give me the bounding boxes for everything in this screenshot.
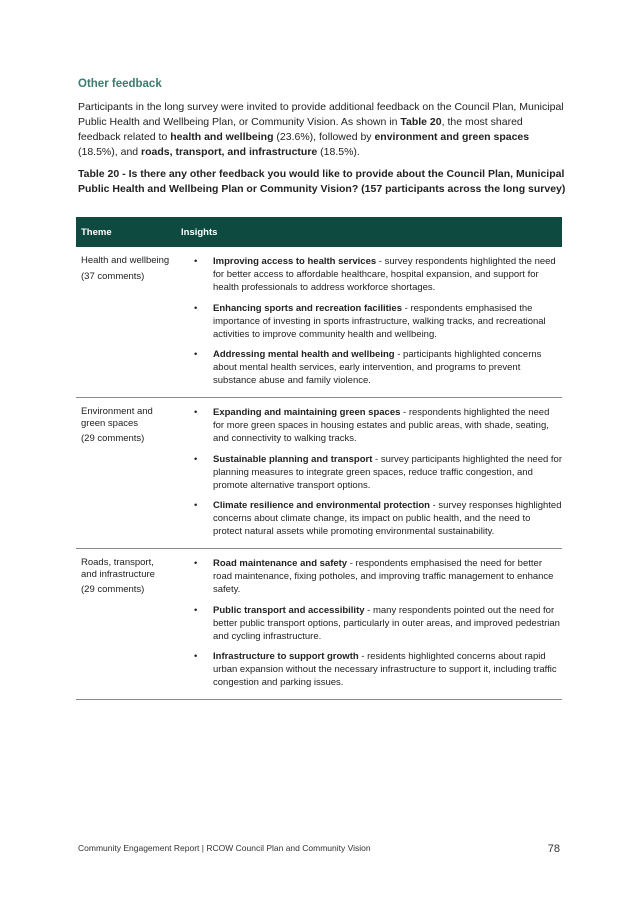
- header-insights: Insights: [176, 217, 562, 247]
- intro-text: (23.6%), followed by: [273, 131, 375, 143]
- table-caption: Table 20 - Is there any other feedback you would like to provide about the Council Plan, Municipal Public Health and Wellbeing Plan or Community Vision? (157 participants across the long survey): [78, 168, 566, 195]
- insight-title: Enhancing sports and recreation facilities: [213, 302, 402, 314]
- theme-name: Health and wellbeing: [81, 255, 170, 266]
- insight-title: Infrastructure to support growth: [213, 651, 359, 662]
- insight-item: [181, 348, 562, 387]
- insight-item: [181, 406, 562, 445]
- insights-cell: [176, 549, 562, 700]
- insight-item: [181, 255, 562, 294]
- bullet-icon: •: [194, 302, 198, 314]
- intro-text: , the most shared feedback related to: [78, 116, 523, 143]
- feedback-table: [76, 217, 562, 700]
- insights-cell: [176, 398, 562, 549]
- theme-cell: [76, 247, 176, 398]
- theme-cell: [76, 398, 176, 549]
- insight-text: - survey participants highlighted the need for planning measures to integrate green spaces, reduce traffic congestion, and promote alternative transport options.: [213, 453, 562, 491]
- table-header-row: [76, 217, 562, 247]
- insight-text: - respondents emphasised the importance of investing in sports infrastructure, walking tracks, and recreational activities to improve community health and wellbeing.: [213, 302, 546, 340]
- insight-title: Sustainable planning and transport: [213, 453, 373, 465]
- insight-item: [181, 302, 562, 341]
- insight-title: Public transport and accessibility: [213, 604, 365, 616]
- intro-text: Participants in the long survey were invited to provide additional feedback on the Council Plan, Municipal Public Health and Wellbeing Plan, or Community Vision. As shown in: [78, 101, 564, 128]
- bullet-icon: •: [194, 651, 198, 662]
- theme-name: Roads, transport, and infrastructure: [81, 557, 155, 580]
- intro-bold: health and wellbeing: [170, 131, 274, 143]
- insights-cell: [176, 247, 562, 398]
- insight-list: [181, 557, 562, 689]
- section-heading: Other feedback: [78, 78, 162, 90]
- intro-bold: roads, transport, and infrastructure: [141, 146, 318, 158]
- bullet-icon: •: [194, 349, 198, 360]
- page-number: 78: [547, 843, 560, 855]
- insight-item: [181, 453, 562, 492]
- insight-text: - survey respondents highlighted the need for better access to affordable healthcare, hospital expansion, and support for health professionals to address workforce shortages.: [213, 256, 556, 293]
- comment-count: (37 comments): [81, 270, 145, 282]
- bullet-icon: •: [194, 453, 198, 465]
- insight-item: [181, 557, 562, 596]
- insight-item: [181, 650, 562, 689]
- bullet-icon: •: [194, 256, 198, 267]
- bullet-icon: •: [194, 558, 198, 569]
- insight-text: - respondents highlighted the need for more green spaces in housing estates and public areas, with shade, seating, and connectivity to walking tracks.: [213, 407, 550, 444]
- intro-paragraph: [78, 100, 566, 160]
- bullet-icon: •: [194, 604, 198, 616]
- insight-item: [181, 604, 562, 643]
- footer-text: Community Engagement Report | RCOW Council Plan and Community Vision: [78, 843, 371, 853]
- table-row: [76, 398, 562, 549]
- insight-list: [181, 406, 562, 538]
- insight-title: Climate resilience and environmental protection: [213, 500, 430, 511]
- comment-count: (29 comments): [81, 584, 145, 595]
- intro-bold: Table 20: [400, 116, 442, 128]
- theme-cell: [76, 549, 176, 700]
- bullet-icon: •: [194, 407, 198, 418]
- comment-count: (29 comments): [81, 433, 145, 444]
- intro-text: (18.5%), and: [78, 146, 142, 158]
- bullet-icon: •: [194, 500, 198, 511]
- insight-title: Road maintenance and safety: [213, 558, 348, 569]
- intro-bold: environment and green spaces: [374, 131, 530, 143]
- insight-text: - respondents emphasised the need for better road maintenance, fixing potholes, and improving traffic management to enhance safety.: [213, 558, 554, 595]
- insight-item: [181, 499, 562, 538]
- intro-text: (18.5%).: [317, 146, 360, 158]
- insight-title: Addressing mental health and wellbeing: [213, 349, 395, 360]
- theme-name: Environment and green spaces: [81, 406, 153, 429]
- insight-text: - residents highlighted concerns about rapid urban expansion without the necessary infrastructure to support it, including traffic congestion and parking issues.: [213, 651, 557, 688]
- insight-title: Expanding and maintaining green spaces: [213, 407, 401, 418]
- header-theme: Theme: [76, 217, 176, 247]
- insight-title: Improving access to health services: [213, 256, 377, 267]
- table-row: [76, 247, 562, 398]
- insight-text: - many respondents pointed out the need for better public transport options, particularly in outer areas, and improved pedestrian and cycling infrastructure.: [213, 604, 560, 642]
- insight-list: [181, 255, 562, 387]
- table-row: [76, 549, 562, 700]
- insight-text: - participants highlighted concerns about mental health services, early intervention, and programs to prevent substance abuse and family violence.: [213, 349, 542, 386]
- insight-text: - survey responses highlighted concerns about climate change, its impact on public health, and the need to protect natural assets while promoting environmental sustainability.: [213, 500, 562, 537]
